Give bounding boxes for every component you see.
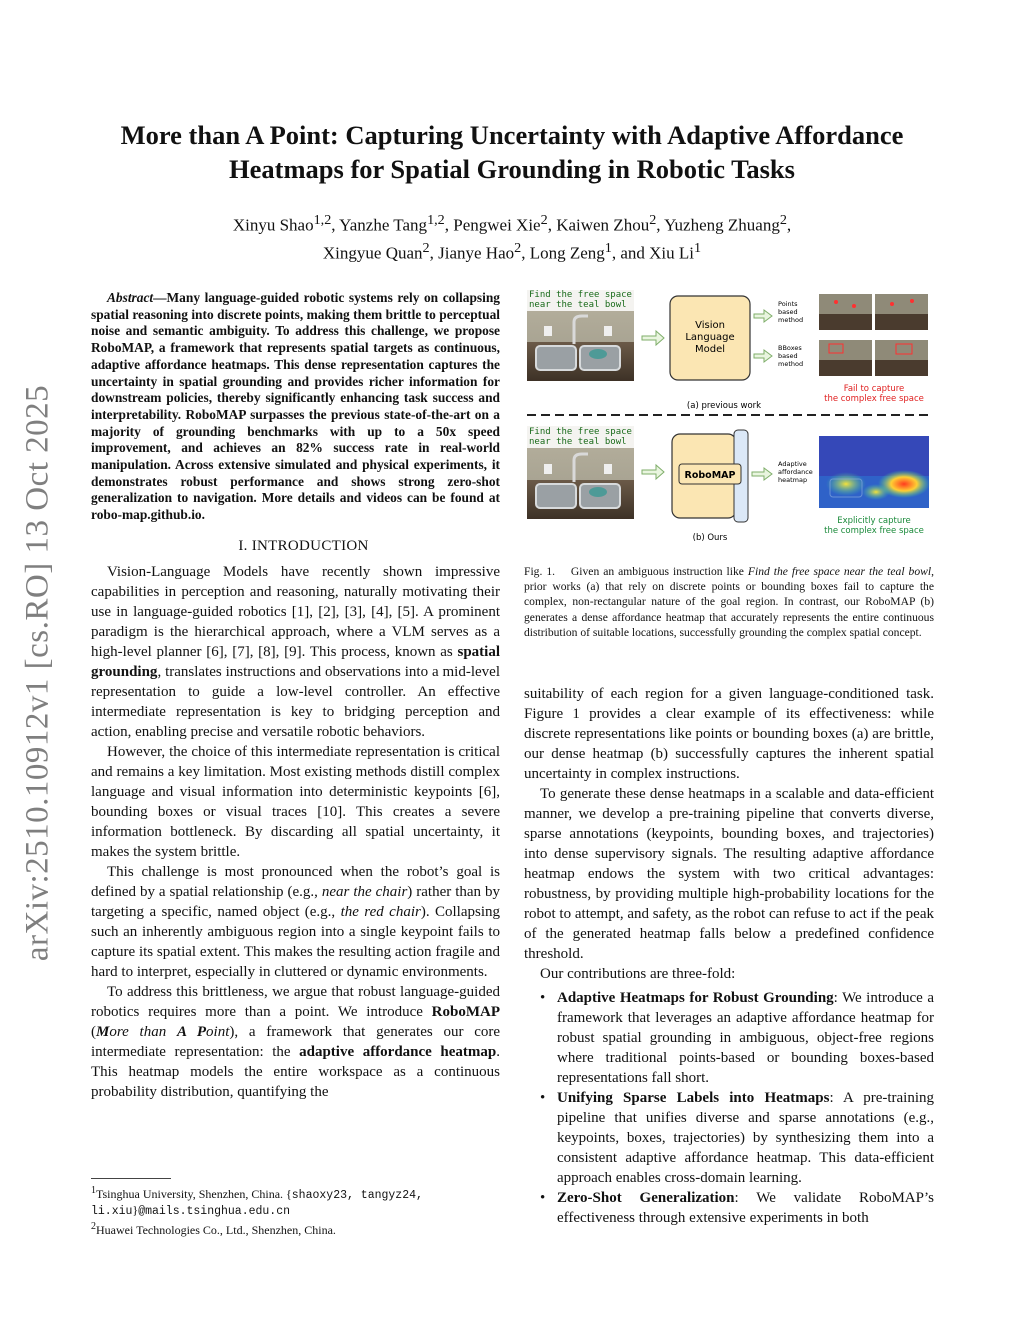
- title-line-1: More than A Point: Capturing Uncertainty with Adaptive Affordance: [120, 120, 904, 150]
- intro-paragraph-3: This challenge is most pronounced when the robot’s goal is defined by a spatial relationship (e.g., near the chair) rather than by targeting a specific, named object (e.g., the red chair). Collapsing such an inherently ambiguous region into a single keypoint fails to capture its spatial extent. This makes the resulting action fragile and hard to interpret, especially in cluttered or dynamic environments.: [91, 863, 501, 980]
- authors: [60, 209, 964, 264]
- heatmap-label-3: heatmap: [778, 476, 808, 484]
- ours-label: (b) Ours: [692, 533, 728, 543]
- instruction-bottom-line-2: near the teal bowl: [529, 437, 627, 447]
- instruction-bottom-line-1: Find the free space: [529, 427, 632, 437]
- arrow-to-vlm: [642, 331, 664, 345]
- bboxes-label-3: method: [778, 360, 804, 368]
- points-label-2: based: [778, 308, 798, 316]
- previous-work-label: (a) previous work: [686, 401, 762, 411]
- authors-line-2: Xingyue Quan$^2$, Jianye Hao$^2$, Long Zeng$^1$, and Xiu Li$^1$: [322, 239, 702, 263]
- fail-label-1: Fail to capture: [843, 384, 905, 394]
- points-label-3: method: [778, 316, 804, 324]
- capture-label-2: the complex free space: [824, 526, 924, 536]
- vlm-label-2: Language: [685, 332, 735, 343]
- arxiv-stamp: arXiv:2510.10912v1 [cs.RO] 13 Oct 2025: [19, 384, 56, 962]
- footnote-1: $^1$Tsinghua University, Shenzhen, China. {shaoxy23, tangyz24, li.xiu}@mails.tsinghua.edu.cn: [91, 1185, 423, 1218]
- intro-paragraph-2: However, the choice of this intermediate representation is critical and remains a key limitation. Most existing methods distill complex language and visual information into deterministic keypoints [6], bounding boxes or visual traces [10]. This creates a severe information bottleneck. By discarding all spatial uncertainty, it makes the system brittle.: [91, 743, 500, 860]
- intro-paragraph-4: To address this brittleness, we argue that robust language-guided robotics requires more than a point. We introduce RoboMAP (More than A Point), a framework that generates our core intermediate representation: the adaptive affordance heatmap. This heatmap models the entire workspace as a continuous probability distribution, quantifying the: [91, 983, 501, 1100]
- title-line-2: Heatmaps for Spatial Grounding in Robotic Tasks: [229, 154, 795, 184]
- figure-1-graphic: [524, 284, 934, 546]
- footnote-rule: [91, 1178, 171, 1179]
- right-paragraph-1: suitability of each region for a given language-conditioned task. Figure 1 provides a clear example of its effectiveness: while discrete representations like points or bounding boxes (a) are brittle, our dense heatmap (b) successfully captures the inherent spatial uncertainty in complex instructions.: [524, 686, 934, 782]
- contribution-2: • Unifying Sparse Labels into Heatmaps: A pre-training pipeline that unifies diverse and sparse annotations (e.g., keypoints, boxes, trajectories) by synthesizing them into a consistent adaptive affordance heatmap. This data-efficient approach enables cross-domain learning.: [557, 1088, 934, 1188]
- abstract: Abstract—Many language-guided robotic systems rely on collapsing spatial reasoning into discrete points, making them brittle to perceptual noise and semantic ambiguity. To address this challenge, we propose RoboMAP, a framework that represents spatial targets as continuous, adaptive affordance heatmaps. This dense representation captures the uncertainty in spatial grounding and provides richer information for downstream policies, thereby significantly enhancing task success and interpretability. RoboMAP surpasses the previous state-of-the-art on a majority of grounding benchmarks with up to a 50x speed improvement, and achieves an 82% success rate in real-world manipulation. Across extensive simulated and physical experiments, it demonstrates robust performance and shows strong zero-shot generalization to navigation. More details and videos can be found at robo-map.github.io.: [91, 290, 500, 523]
- section-heading-introduction: I. INTRODUCTION: [238, 537, 369, 554]
- paper-title: [60, 118, 964, 186]
- footnote-2: $^2$Huawei Technologies Co., Ltd., Shenzhen, China.: [91, 1221, 336, 1237]
- points-result-images: [819, 294, 928, 330]
- intro-paragraph-1: Vision-Language Models have recently shown impressive capabilities in perception and reasoning, naturally motivating their use in language-guided robotics [1], [2], [3], [4], [5]. A prominent paradigm is the hierarchical approach, where a VLM serves as a high-level planner [6], [7], [8], [9]. This process, known as spatial grounding, translates instructions and observations into a mid-level representation to guide a low-level controller. An effective intermediate representation is key to bridging perception and action, enabling precise and versatile robotic behaviors.: [91, 563, 500, 740]
- contribution-3: • Zero-Shot Generalization: We validate RoboMAP’s effectiveness through extensive experiments in both: [557, 1188, 934, 1228]
- vlm-label-3: Model: [694, 344, 726, 355]
- capture-label-1: Explicitly capture: [837, 516, 911, 526]
- instruction-top-line-1: Find the free space: [529, 290, 632, 300]
- points-label-1: Points: [778, 300, 798, 308]
- vlm-label-1: Vision: [695, 320, 725, 331]
- figure-1-caption: Fig. 1. Given an ambiguous instruction like Find the free space near the teal bowl, prior works (a) that rely on discrete points or bounding boxes fail to capture the complex, non-rectangular nature of the goal region. In contrast, our RoboMAP (b) generates a dense affordance heatmap that accurately represents the entire continuous distribution of suitable locations, successfully grounding the complex spatial concept.: [524, 565, 934, 639]
- heatmap-result-image: [819, 436, 930, 508]
- arrow-to-robomap: [642, 465, 664, 479]
- arrow-to-heatmap: [752, 468, 772, 480]
- right-paragraph-2: To generate these dense heatmaps in a scalable and data-efficient manner, we develop a pre-training pipeline that converts diverse, sparse annotations (keypoints, bounding boxes, and trajectories) into dense supervisory signals. The resulting adaptive affordance heatmap endows the system with two critical advantages: robustness, by providing multiple high-probability locations for the robot to attempt, and safety, as the robot can refuse to act if the peak of the generated heatmap falls below a predefined confidence threshold.: [524, 786, 934, 962]
- right-column: [524, 684, 934, 1228]
- robomap-label: RoboMAP: [684, 470, 736, 481]
- fail-label-2: the complex free space: [824, 394, 924, 404]
- contributions-list: [524, 988, 934, 1228]
- contribution-1: • Adaptive Heatmaps for Robust Grounding: We introduce a framework that leverages an adaptive affordance heatmap for robust spatial grounding in ambiguous, object-free regions where traditional points-based or bounding boxes-based representations fall short.: [557, 988, 934, 1088]
- authors-line-1: Xinyu Shao$^{1,2}$, Yanzhe Tang$^{1,2}$, Pengwei Xie$^2$, Kaiwen Zhou$^2$, Yuzheng Zhuang$^2$,: [232, 212, 792, 235]
- left-column: [91, 290, 500, 1102]
- heatmap-label-2: affordance: [778, 468, 813, 476]
- right-paragraph-3: Our contributions are three-fold:: [540, 966, 736, 982]
- bboxes-label-1: BBoxes: [778, 344, 802, 352]
- arrow-to-points: [754, 310, 772, 322]
- heatmap-label-1: Adaptive: [778, 460, 807, 468]
- bboxes-label-2: based: [778, 352, 798, 360]
- instruction-top-line-2: near the teal bowl: [529, 300, 627, 310]
- bboxes-result-images: [819, 340, 928, 376]
- arrow-to-bboxes: [754, 350, 772, 362]
- footnotes: [91, 1178, 500, 1238]
- figure-1: [524, 284, 934, 546]
